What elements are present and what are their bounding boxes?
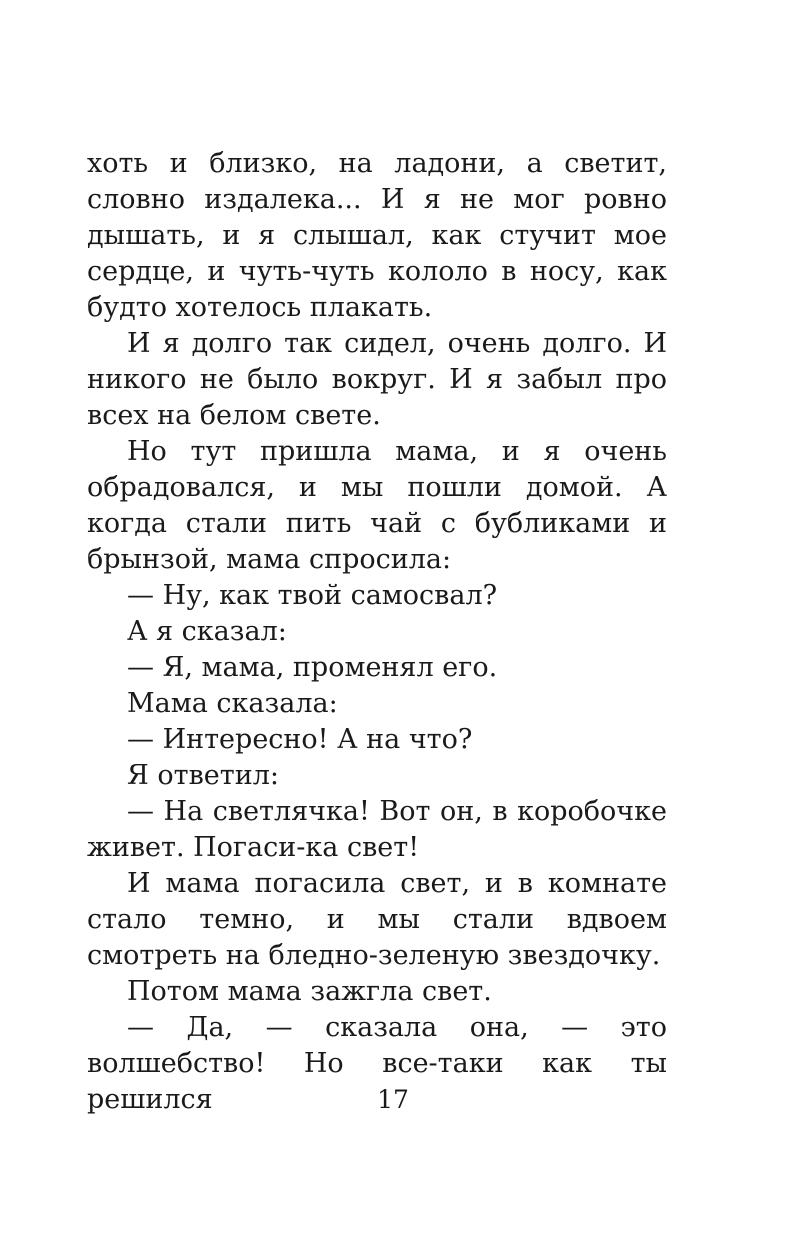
paragraph: — Интересно! А на что? <box>127 724 473 755</box>
paragraph: хоть и близко, на ладони, а светит, словно издалека... И я не мог ровно дышать, и я слышал, как стучит мое сердце, и чуть-чуть кололо в носу, как будто хотелось плакать. <box>87 148 667 323</box>
paragraph: И я долго так сидел, очень долго. И никого не было вокруг. И я забыл про всех на белом свете. <box>87 328 667 431</box>
paragraph: — Ну, как твой самосвал? <box>127 580 498 611</box>
page-text <box>87 146 667 1118</box>
paragraph: Я ответил: <box>127 760 279 791</box>
paragraph: — На светлячка! Вот он, в коробочке живет. Погаси-ка свет! <box>87 796 667 863</box>
paragraph: Но тут пришла мама, и я очень обрадовался, и мы пошли домой. А когда стали пить чай с бубликами и брынзой, мама спросила: <box>87 436 667 575</box>
paragraph: И мама погасила свет, и в комнате стало темно, и мы стали вдвоем смотреть на бледно-зеленую звездочку. <box>87 868 667 971</box>
paragraph: Мама сказала: <box>127 688 338 719</box>
paragraph: — Я, мама, променял его. <box>127 652 498 683</box>
page-number: 17 <box>377 1085 409 1114</box>
paragraph: А я сказал: <box>127 616 287 647</box>
paragraph: Потом мама зажгла свет. <box>127 976 492 1007</box>
paragraph: — Да, — сказала она, — это волшебство! Но все-таки как ты решился <box>87 1012 667 1115</box>
